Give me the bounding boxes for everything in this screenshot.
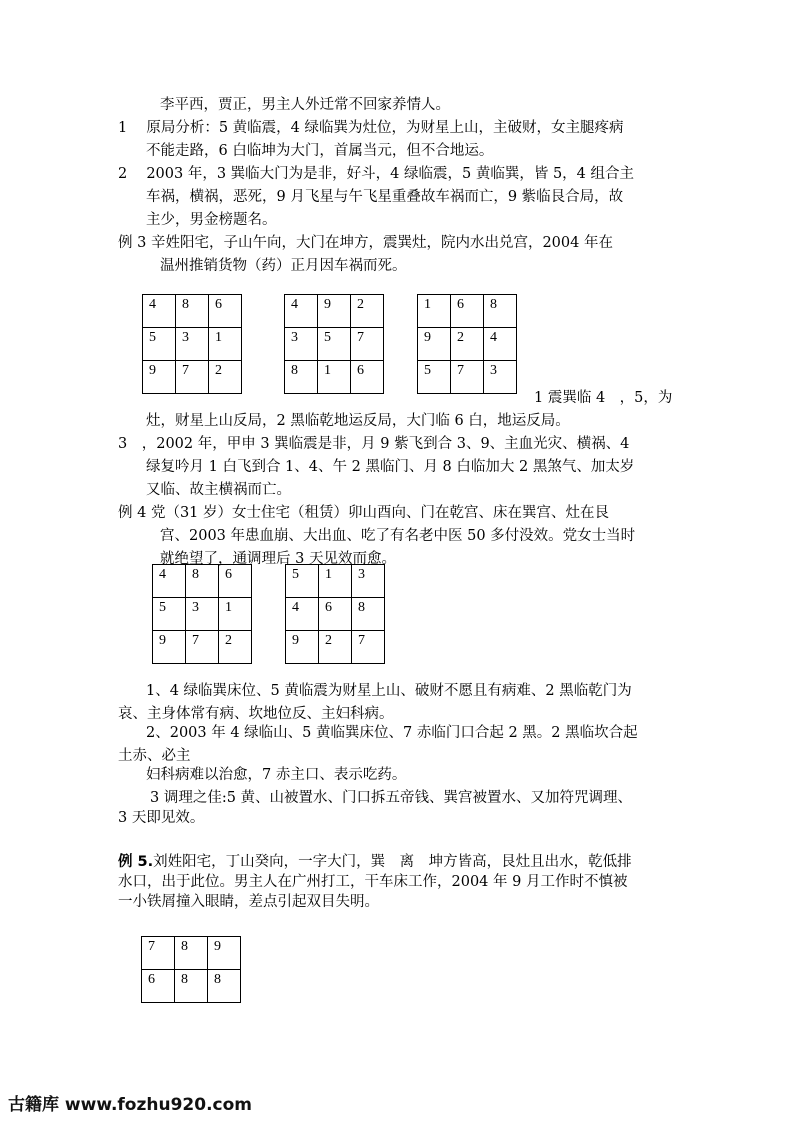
text-line: 妇科病难以治愈，7 赤主口、表示吃药。 [146, 767, 407, 783]
grid-cell: 1 [319, 565, 352, 598]
grid-cell: 6 [319, 598, 352, 631]
text-line: 例 3 辛姓阳宅，子山午向，大门在坤方，震巽灶，院内水出兑宫，2004 年在 [118, 235, 613, 251]
text-line: 1、4 绿临巽床位、5 黄临震为财星上山、破财不愿且有病难、2 黑临乾门为 [146, 683, 632, 699]
grid-cell: 1 [318, 361, 351, 394]
text-line: 1 原局分析：5 黄临震，4 绿临巽为灶位，为财星上山，主破财，女主腿疼病 [118, 120, 624, 136]
text-line: 温州推销货物（药）正月因车祸而死。 [160, 258, 407, 274]
text-line: 李平西，贾正，男主人外迁常不回家养情人。 [160, 97, 450, 113]
grid-cell: 8 [285, 361, 318, 394]
grid-cell: 2 [319, 631, 352, 664]
grid-cell: 6 [219, 565, 252, 598]
grid-cell: 6 [209, 295, 242, 328]
grid-cell: 3 [176, 328, 209, 361]
text-line: 车祸，横祸，恶死，9 月飞星与午飞星重叠故车祸而亡，9 紫临艮合局，故 [146, 189, 624, 205]
grid-cell: 8 [175, 970, 208, 1003]
grid-cell: 1 [219, 598, 252, 631]
grid-cell: 3 [285, 328, 318, 361]
grid-cell: 9 [153, 631, 186, 664]
grid-cell: 8 [484, 295, 517, 328]
text-line: 又临、故主横祸而亡。 [146, 482, 291, 498]
text-line: 一小铁屑撞入眼睛，差点引起双目失明。 [118, 894, 379, 910]
flying-star-grid-6 [141, 936, 241, 1003]
site-watermark: 古籍库 www.fozhu920.com [8, 1095, 252, 1115]
grid-cell: 7 [142, 937, 175, 970]
grid-cell: 8 [176, 295, 209, 328]
flying-star-grid-4 [152, 564, 252, 664]
grid-cell: 3 [484, 361, 517, 394]
grid-cell: 5 [286, 565, 319, 598]
example-label: 例 5. [118, 854, 154, 870]
grid-cell: 2 [351, 295, 384, 328]
grid-cell: 1 [209, 328, 242, 361]
text-line: 灶，财星上山反局，2 黑临乾地运反局，大门临 6 白，地运反局。 [146, 413, 570, 429]
text-line: 土赤、必主 [118, 748, 191, 764]
grid-cell: 1 [418, 295, 451, 328]
grid-cell: 4 [153, 565, 186, 598]
text-line: 3 天即见效。 [118, 810, 205, 826]
text-line: 例 4 党（31 岁）女士住宅（租赁）卯山酉向、门在乾宫、床在巽宫、灶在艮 [118, 505, 610, 521]
text-line: 主少，男金榜题名。 [146, 212, 277, 228]
text-line: 不能走路，6 白临坤为大门，首属当元，但不合地运。 [146, 143, 494, 159]
grid-cell: 4 [285, 295, 318, 328]
grid-cell: 8 [186, 565, 219, 598]
text-line: 3 调理之佳:5 黄、山被置水、门口拆五帝钱、巽宫被置水、又加符咒调理、 [150, 790, 633, 806]
grid-cell: 7 [352, 631, 385, 664]
text-line: 就绝望了，通调理后 3 天见效而愈。 [160, 551, 396, 567]
grid-cell: 4 [484, 328, 517, 361]
flying-star-grid-1 [142, 294, 242, 394]
text-line [118, 850, 632, 871]
flying-star-grid-3 [417, 294, 517, 394]
grid-cell: 3 [186, 598, 219, 631]
grid-cell: 5 [318, 328, 351, 361]
grid-cell: 7 [351, 328, 384, 361]
grid-cell: 8 [352, 598, 385, 631]
grid-cell: 5 [418, 361, 451, 394]
grid-cell: 3 [352, 565, 385, 598]
grid-cell: 2 [209, 361, 242, 394]
grid-cell: 7 [176, 361, 209, 394]
grid-cell: 2 [451, 328, 484, 361]
grid-cell: 8 [175, 937, 208, 970]
grid-cell: 6 [351, 361, 384, 394]
grid-cell: 7 [186, 631, 219, 664]
grid-cell: 5 [143, 328, 176, 361]
flying-star-grid-5 [285, 564, 385, 664]
text-line: 绿复吟月 1 白飞到合 1、4、午 2 黑临门、月 8 白临加大 2 黑煞气、加太岁 [146, 459, 635, 475]
grid-cell: 6 [451, 295, 484, 328]
text-line: 2、2003 年 4 绿临山、5 黄临巽床位、7 赤临门口合起 2 黑。2 黑临坎合起 [146, 725, 638, 741]
grid-cell: 9 [418, 328, 451, 361]
grid-cell: 2 [219, 631, 252, 664]
grid-cell: 7 [451, 361, 484, 394]
text-line: 3 ，2002 年，甲申 3 巽临震是非，月 9 紫飞到合 3、9、主血光灾、横祸、4 [118, 436, 630, 452]
grid-cell: 9 [286, 631, 319, 664]
text-line: 哀、主身体常有病、坎地位反、主妇科病。 [118, 706, 394, 722]
grid-cell: 4 [286, 598, 319, 631]
flying-star-grid-2 [284, 294, 384, 394]
text-line: 1 震巽临 4 ，5，为 [534, 390, 673, 406]
text-line: 水口，出于此位。男主人在广州打工，干车床工作，2004 年 9 月工作时不慎被 [118, 874, 628, 890]
grid-cell: 6 [142, 970, 175, 1003]
grid-cell: 9 [208, 937, 241, 970]
grid-cell: 9 [318, 295, 351, 328]
text-span: 刘姓阳宅，丁山癸向，一字大门，巽 离 坤方皆高，艮灶且出水，乾低排 [153, 854, 632, 870]
grid-cell: 9 [143, 361, 176, 394]
text-line: 2 2003 年，3 巽临大门为是非，好斗，4 绿临震，5 黄临巽，皆 5，4 组合主 [118, 166, 635, 182]
text-line: 宫、2003 年患血崩、大出血、吃了有名老中医 50 多付没效。党女士当时 [160, 528, 636, 544]
grid-cell: 8 [208, 970, 241, 1003]
grid-cell: 4 [143, 295, 176, 328]
grid-cell: 5 [153, 598, 186, 631]
